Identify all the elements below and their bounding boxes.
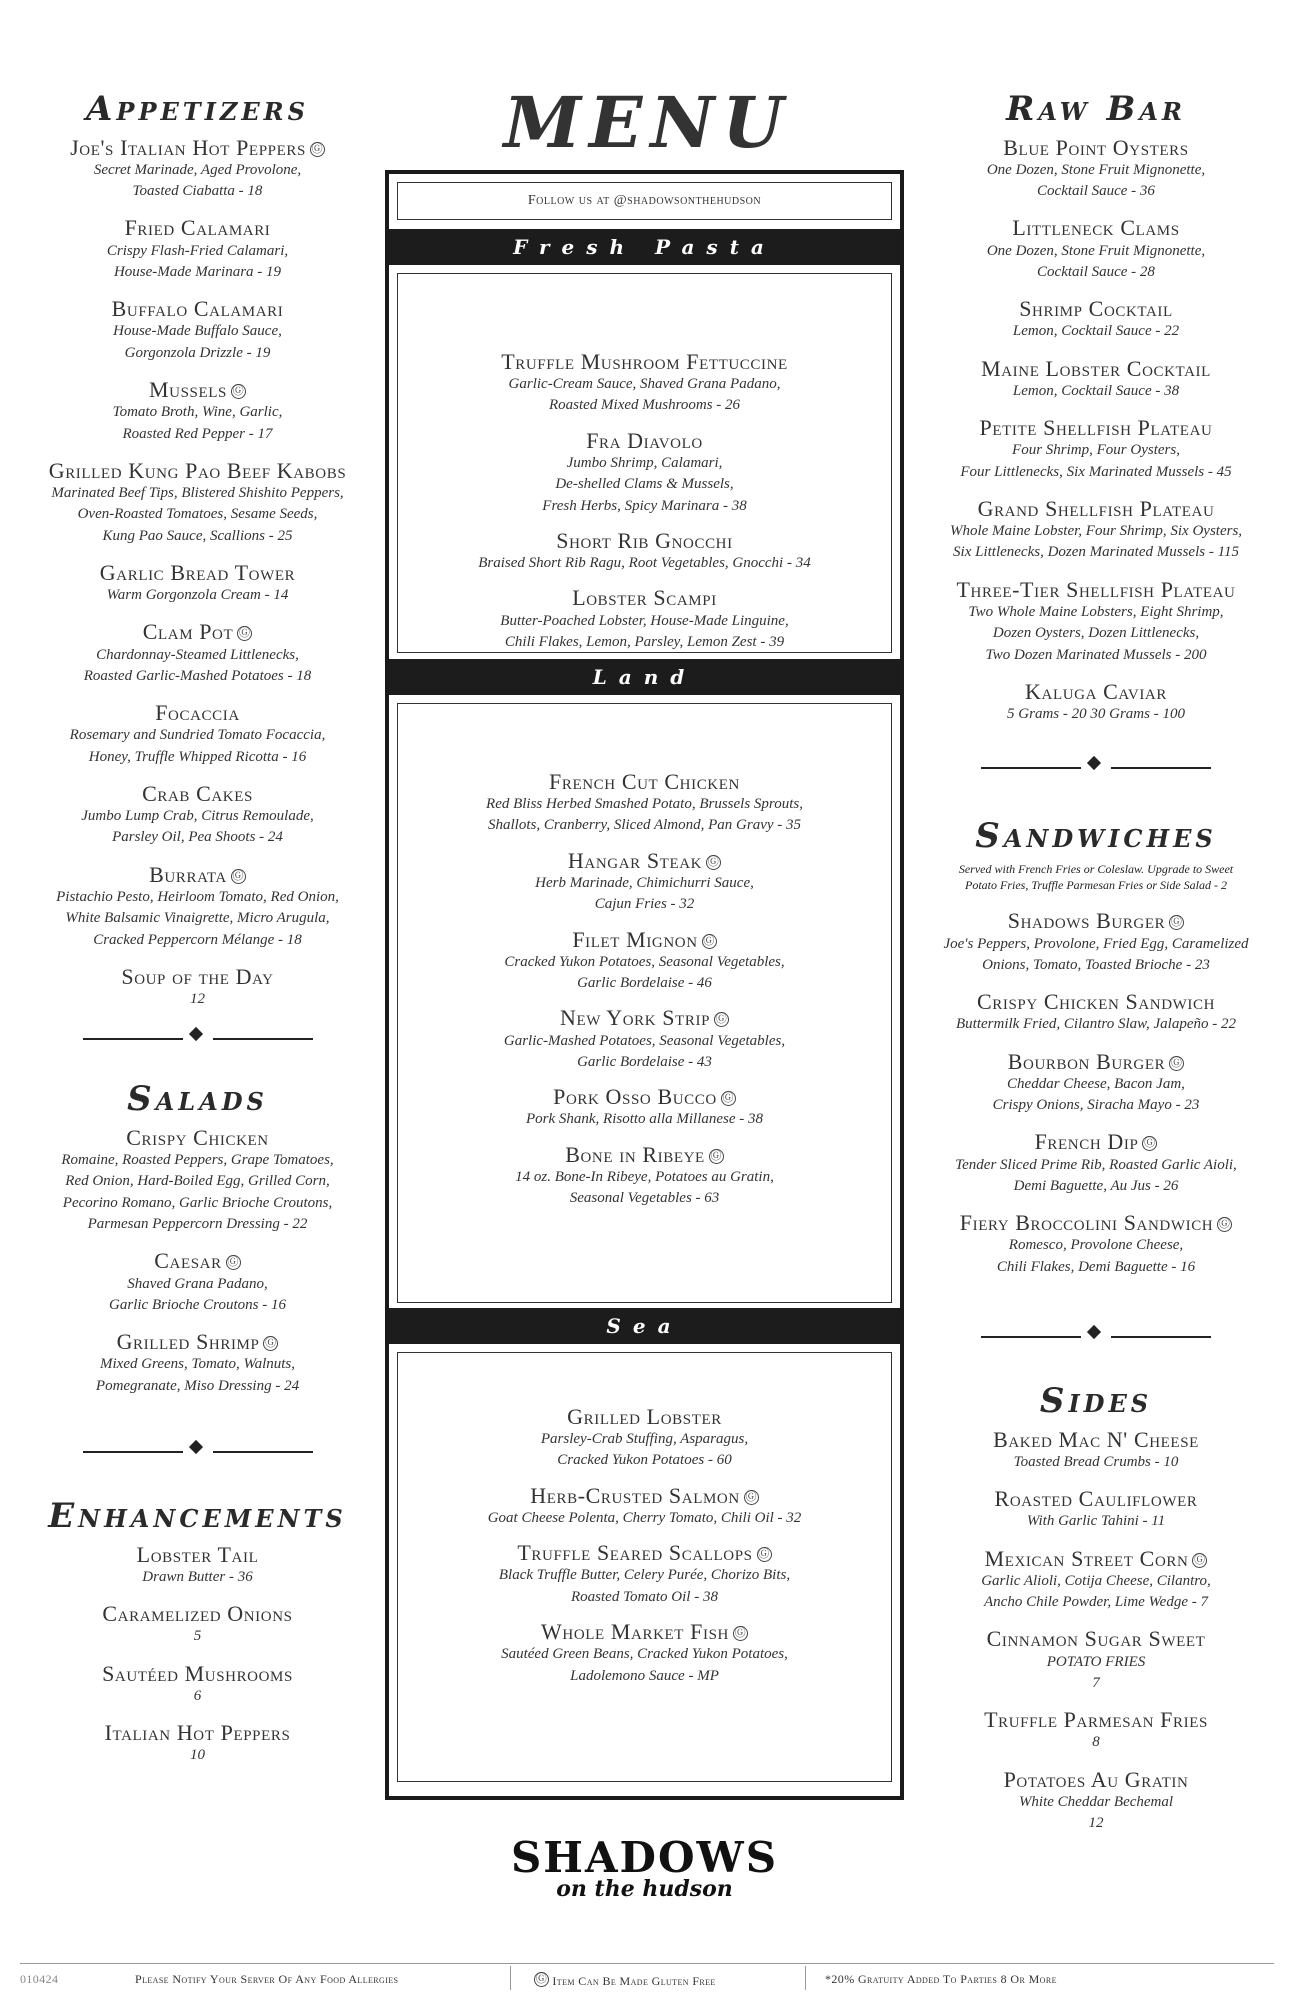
- menu-item-name: [20, 561, 375, 585]
- menu-item-name-text: Short Rib Gnocchi: [556, 527, 733, 553]
- menu-item-name-text: Shadows Burger: [1007, 908, 1166, 934]
- menu-item-description: Crispy Flash-Fried Calamari, House-Made Marinara - 19: [106, 242, 289, 280]
- menu-item-description: One Dozen, Stone Fruit Mignonette, Cocktail Sauce - 36: [986, 161, 1206, 200]
- menu-item-name: [918, 297, 1274, 321]
- menu-item-name: [398, 928, 891, 952]
- menu-item-description: Goat Cheese Polenta, Cherry Tomato, Chili Oil - 32: [487, 1509, 802, 1526]
- menu-item-name-text: Truffle Parmesan Fries: [984, 1707, 1208, 1733]
- menu-item-description: Mixed Greens, Tomato, Walnuts, Pomegranate, Miso Dressing - 24: [95, 1356, 300, 1394]
- menu-item-name: [20, 136, 375, 160]
- menu-item-name-text: Potatoes Au Gratin: [1003, 1766, 1189, 1792]
- menu-item-description: Rosemary and Sundried Tomato Focaccia, Honey, Truffle Whipped Ricotta - 16: [69, 727, 326, 765]
- menu-item: [398, 1484, 891, 1529]
- menu-item-name-text: Cinnamon Sugar Sweet: [986, 1626, 1206, 1652]
- menu-item-name: [20, 1249, 375, 1273]
- menu-item-name-text: Lobster Tail: [136, 1541, 259, 1567]
- menu-item-name: [398, 770, 891, 794]
- menu-item: [918, 1768, 1274, 1835]
- ornament-divider: [83, 1445, 313, 1459]
- menu-item-name: [20, 701, 375, 725]
- menu-item-description: Lemon, Cocktail Sauce - 38: [1012, 382, 1180, 399]
- ornament-divider: [981, 1330, 1211, 1344]
- menu-item-description: Cheddar Cheese, Bacon Jam, Crispy Onions, Siracha Mayo - 23: [992, 1075, 1200, 1114]
- menu-item-description: Butter-Poached Lobster, House-Made Linguine, Chili Flakes, Lemon, Parsley, Lemon Zest - 39: [500, 612, 789, 650]
- shadows-logo: [385, 1833, 904, 1902]
- sides-title: Sides: [1039, 1381, 1153, 1422]
- menu-item: [398, 429, 891, 517]
- menu-item-name: [918, 990, 1274, 1014]
- menu-item-name: [918, 1428, 1274, 1452]
- gluten-free-icon: Ⓖ: [1144, 1137, 1156, 1150]
- menu-item-name: [20, 863, 375, 887]
- gluten-free-icon: Ⓖ: [232, 869, 245, 882]
- menu-item-name-text: Truffle Mushroom Fettuccine: [501, 349, 788, 374]
- menu-item-description: Warm Gorgonzola Cream - 14: [106, 587, 289, 604]
- gluten-free-icon: Ⓖ: [745, 1490, 758, 1503]
- menu-item-name-text: Clam Pot: [142, 619, 234, 645]
- menu-item-name-text: Truffle Seared Scallops: [517, 1540, 753, 1566]
- menu-item-description: Garlic-Cream Sauce, Shaved Grana Padano, Roasted Mixed Mushrooms - 26: [508, 376, 781, 414]
- menu-item-name: [918, 497, 1274, 521]
- gluten-free-icon: Ⓖ: [734, 1627, 747, 1640]
- menu-item-name-text: Fiery Broccolini Sandwich: [959, 1210, 1214, 1236]
- menu-item-name: [918, 136, 1274, 160]
- gluten-free-icon: Ⓖ: [710, 1149, 723, 1162]
- menu-item: [918, 909, 1274, 976]
- menu-item: [918, 1627, 1274, 1694]
- menu-item: [918, 1428, 1274, 1473]
- menu-item-name-text: French Cut Chicken: [549, 769, 740, 794]
- menu-item-name: [918, 909, 1274, 933]
- menu-item-name: [20, 965, 375, 989]
- menu-item-description: Chardonnay-Steamed Littlenecks, Roasted Garlic-Mashed Potatoes - 18: [83, 646, 312, 684]
- menu-item: [918, 1547, 1274, 1614]
- menu-item: [20, 1602, 375, 1647]
- menu-item-name: [398, 529, 891, 553]
- left-column: [20, 89, 375, 1781]
- menu-item-name-text: Focaccia: [155, 700, 240, 726]
- menu-item: [398, 1085, 891, 1130]
- menu-item-name: [20, 1543, 375, 1567]
- menu-item-name-text: Herb-Crusted Salmon: [530, 1482, 740, 1508]
- section-band-land: Land: [389, 659, 900, 695]
- enhancements-list: [20, 1543, 375, 1767]
- menu-item-name: [398, 1484, 891, 1508]
- menu-item-description: Whole Maine Lobster, Four Shrimp, Six Oysters, Six Littlenecks, Dozen Marinated Mussels - 115: [949, 523, 1243, 561]
- menu-item-name-text: New York Strip: [559, 1005, 711, 1031]
- menu-item-description: Romaine, Roasted Peppers, Grape Tomatoes, Red Onion, Hard-Boiled Egg, Grilled Corn, Pecorino Romano, Garlic Brioche Croutons, Parmesan Peppercorn Dressing - 22: [61, 1152, 334, 1233]
- land-list: [398, 770, 891, 1209]
- menu-item-description: Romesco, Provolone Cheese, Chili Flakes, Demi Baguette - 16: [996, 1237, 1196, 1275]
- menu-item-description: Toasted Bread Crumbs - 10: [1013, 1453, 1179, 1470]
- sea-box: [397, 1352, 892, 1782]
- ornament-divider: [83, 1032, 313, 1046]
- menu-item-name-text: Pork Osso Bucco: [553, 1084, 717, 1110]
- menu-item-name: [20, 216, 375, 240]
- gluten-free-icon: Ⓖ: [238, 627, 251, 640]
- menu-item: [918, 1050, 1274, 1117]
- menu-item-description: Pistachio Pesto, Heirloom Tomato, Red Onion, White Balsamic Vinaigrette, Micro Arugula, Cracked Peppercorn Mélange - 18: [56, 888, 339, 948]
- menu-item-description: Two Whole Maine Lobsters, Eight Shrimp, Dozen Oysters, Dozen Littlenecks, Two Dozen Marinated Mussels - 200: [968, 603, 1224, 663]
- menu-item: [398, 529, 891, 574]
- menu-item-name: [918, 416, 1274, 440]
- menu-item-description: Sautéed Green Beans, Cracked Yukon Potatoes, Ladolemono Sauce - MP: [501, 1646, 788, 1684]
- menu-item-name: [918, 216, 1274, 240]
- menu-item: [20, 1249, 375, 1316]
- menu-item-name: [20, 782, 375, 806]
- menu-item-name: [398, 1541, 891, 1565]
- menu-item-description: POTATO FRIES 7: [1046, 1653, 1146, 1691]
- gluten-free-notice: [530, 1972, 716, 1989]
- menu-item: [20, 701, 375, 768]
- menu-item-description: Garlic Alioli, Cotija Cheese, Cilantro, Ancho Chile Powder, Lime Wedge - 7: [981, 1572, 1211, 1611]
- menu-item: [918, 416, 1274, 483]
- menu-item: [918, 357, 1274, 402]
- menu-frame: [385, 170, 904, 1800]
- menu-item-name-text: Mussels: [149, 377, 227, 403]
- menu-item-name: [398, 849, 891, 873]
- appetizers-list: [20, 136, 375, 1011]
- menu-item-name-text: Littleneck Clams: [1012, 215, 1180, 241]
- menu-item-name-text: Garlic Bread Tower: [99, 559, 296, 585]
- gluten-free-icon: Ⓖ: [311, 142, 324, 155]
- menu-item: [918, 497, 1274, 564]
- menu-item-name-text: Mexican Street Corn: [984, 1545, 1189, 1571]
- menu-item-name: [398, 586, 891, 610]
- menu-item: [20, 1330, 375, 1397]
- menu-item-name: [918, 1211, 1274, 1235]
- gratuity-notice: *20% Gratuity Added To Parties 8 Or More: [825, 1972, 1057, 1986]
- menu-item: [398, 1143, 891, 1210]
- gluten-free-icon: Ⓖ: [1170, 916, 1183, 929]
- menu-item-name: [398, 1006, 891, 1030]
- menu-item-description: Herb Marinade, Chimichurri Sauce, Cajun Fries - 32: [535, 874, 754, 913]
- menu-item-name-text: Petite Shellfish Plateau: [979, 415, 1213, 441]
- menu-item-name-text: Grilled Shrimp: [116, 1329, 260, 1355]
- menu-item-description: Tender Sliced Prime Rib, Roasted Garlic Aioli, Demi Baguette, Au Jus - 26: [955, 1156, 1237, 1194]
- menu-item: [20, 1543, 375, 1588]
- menu-item: [398, 1006, 891, 1073]
- menu-item-name-text: Hangar Steak: [567, 847, 703, 873]
- menu-item: [20, 1721, 375, 1766]
- menu-item-name: [918, 1130, 1274, 1154]
- menu-item-name-text: Grilled Kung Pao Beef Kabobs: [48, 457, 347, 483]
- menu-item-name: [20, 1330, 375, 1354]
- menu-item-description: 10: [190, 1747, 205, 1764]
- section-band-pasta: Fresh Pasta: [389, 229, 900, 265]
- menu-item: [398, 350, 891, 417]
- menu-item-name-text: Blue Point Oysters: [1003, 134, 1189, 160]
- menu-item-name-text: Roasted Cauliflower: [994, 1486, 1198, 1512]
- menu-item-description: 8: [1092, 1734, 1100, 1751]
- menu-item-description: Drawn Butter - 36: [142, 1568, 253, 1585]
- menu-item: [20, 620, 375, 687]
- menu-item-name: [918, 1487, 1274, 1511]
- menu-item-name: [398, 1143, 891, 1167]
- menu-item-name-text: Whole Market Fish: [541, 1619, 729, 1645]
- menu-item: [20, 459, 375, 547]
- menu-item-name-text: Soup of the Day: [121, 963, 274, 989]
- menu-item-description: Marinated Beef Tips, Blistered Shishito Peppers, Oven-Roasted Tomatoes, Sesame Seeds, Kung Pao Sauce, Scallions - 25: [51, 485, 344, 544]
- menu-item-name: [20, 1126, 375, 1150]
- menu-item: [918, 297, 1274, 342]
- gluten-free-icon: Ⓖ: [1170, 1056, 1183, 1069]
- menu-item-description: 5: [193, 1628, 202, 1645]
- right-column: [918, 89, 1274, 1849]
- menu-item: [20, 863, 375, 951]
- salads-list: [20, 1126, 375, 1397]
- menu-item: [918, 216, 1274, 283]
- menu-item-name: [398, 1405, 891, 1429]
- menu-item-name-text: Bone in Ribeye: [565, 1141, 705, 1167]
- sandwiches-title: Sandwiches: [975, 816, 1217, 857]
- gluten-free-icon: Ⓖ: [232, 385, 245, 398]
- menu-item: [918, 990, 1274, 1035]
- allergy-notice: Please Notify Your Server Of Any Food Allergies: [135, 1972, 399, 1986]
- section-band-sea: Sea: [389, 1308, 900, 1344]
- menu-item: [20, 136, 375, 203]
- menu-item-description: Black Truffle Butter, Celery Purée, Chorizo Bits, Roasted Tomato Oil - 38: [498, 1567, 791, 1605]
- menu-item-name: [918, 357, 1274, 381]
- menu-item: [398, 1620, 891, 1687]
- pasta-box: [397, 273, 892, 653]
- logo-main-text: SHADOWS: [510, 1833, 779, 1882]
- menu-item: [398, 849, 891, 916]
- gluten-free-icon: Ⓖ: [227, 1256, 240, 1269]
- menu-item-description: Four Shrimp, Four Oysters, Four Littlenecks, Six Marinated Mussels - 45: [960, 442, 1232, 480]
- menu-item-name-text: Crab Cakes: [142, 780, 253, 806]
- gluten-free-icon: Ⓖ: [1194, 1553, 1206, 1566]
- menu-item-description: Jumbo Shrimp, Calamari, De-shelled Clams & Mussels, Fresh Herbs, Spicy Marinara - 38: [542, 454, 747, 514]
- menu-item-name-text: Joe's Italian Hot Peppers: [70, 134, 306, 160]
- menu-item-name: [918, 1708, 1274, 1732]
- menu-item: [20, 782, 375, 849]
- footer-divider: [510, 1966, 511, 1990]
- menu-item: [20, 561, 375, 606]
- menu-title: MENU: [503, 81, 792, 164]
- menu-item-description: Tomato Broth, Wine, Garlic, Roasted Red Pepper - 17: [112, 404, 283, 442]
- menu-item: [20, 1662, 375, 1707]
- gluten-free-icon: Ⓖ: [707, 855, 720, 868]
- menu-item-description: Cracked Yukon Potatoes, Seasonal Vegetables, Garlic Bordelaise - 46: [504, 953, 785, 992]
- menu-item: [398, 1541, 891, 1608]
- menu-item-name: [20, 620, 375, 644]
- menu-item: [398, 1405, 891, 1472]
- menu-item-description: 12: [190, 990, 205, 1007]
- menu-item-name-text: French Dip: [1034, 1129, 1139, 1155]
- menu-item-name-text: Buffalo Calamari: [111, 296, 284, 322]
- gluten-free-icon: Ⓖ: [703, 934, 715, 947]
- menu-item-description: Braised Short Rib Ragu, Root Vegetables, Gnocchi - 34: [478, 555, 811, 572]
- menu-item: [918, 1487, 1274, 1532]
- menu-item-name: [20, 1602, 375, 1626]
- menu-item-description: Jumbo Lump Crab, Citrus Remoulade, Parsley Oil, Pea Shoots - 24: [81, 808, 314, 846]
- menu-item-name: [20, 1662, 375, 1686]
- menu-code: 010424: [20, 1972, 59, 1986]
- menu-item-name-text: Kaluga Caviar: [1025, 678, 1167, 704]
- sandwiches-list: [918, 909, 1274, 1278]
- footer-divider: [805, 1966, 806, 1990]
- gluten-free-icon: Ⓖ: [535, 1973, 548, 1985]
- menu-item-description: 6: [193, 1687, 202, 1704]
- menu-item-name-text: Grilled Lobster: [567, 1404, 722, 1429]
- land-box: [397, 703, 892, 1303]
- menu-item-name-text: Crispy Chicken Sandwich: [976, 989, 1216, 1015]
- menu-item-description: House-Made Buffalo Sauce, Gorgonzola Drizzle - 19: [113, 323, 282, 361]
- menu-item: [918, 1130, 1274, 1197]
- menu-item-name-text: Grand Shellfish Plateau: [977, 496, 1215, 521]
- gluten-free-text: Item Can Be Made Gluten Free: [552, 1974, 716, 1988]
- menu-item-name: [20, 459, 375, 483]
- sea-list: [398, 1405, 891, 1687]
- menu-item-name-text: Fried Calamari: [124, 215, 271, 241]
- ornament-divider: [981, 761, 1211, 775]
- menu-item: [398, 586, 891, 653]
- menu-item-name-text: Maine Lobster Cocktail: [981, 355, 1211, 381]
- menu-item-description: With Garlic Tahini - 11: [1026, 1513, 1166, 1530]
- menu-item-name: [398, 1620, 891, 1644]
- menu-item: [918, 680, 1274, 725]
- menu-item-name: [918, 1547, 1274, 1571]
- menu-item-name-text: Caramelized Onions: [102, 1601, 293, 1627]
- menu-item-name: [398, 350, 891, 374]
- rawbar-title: Raw Bar: [1006, 89, 1186, 129]
- menu-item-name-text: Crispy Chicken: [126, 1124, 269, 1150]
- menu-item-description: Red Bliss Herbed Smashed Potato, Brussels Sprouts, Shallots, Cranberry, Sliced Almond, Pan Gravy - 35: [486, 796, 803, 834]
- menu-item-description: Buttermilk Fried, Cilantro Slaw, Jalapeño - 22: [956, 1016, 1236, 1033]
- gluten-free-icon: Ⓖ: [715, 1013, 728, 1026]
- menu-item: [398, 928, 891, 995]
- menu-item: [398, 770, 891, 837]
- menu-item-name-text: Sautéed Mushrooms: [102, 1660, 293, 1686]
- menu-item: [20, 965, 375, 1010]
- enhancements-title: Enhancements: [48, 1495, 347, 1536]
- menu-item-name: [398, 1085, 891, 1109]
- menu-item-name: [918, 1627, 1274, 1651]
- menu-item-description: White Cheddar Bechemal 12: [1018, 1793, 1174, 1832]
- menu-item-name: [918, 680, 1274, 704]
- gluten-free-icon: Ⓖ: [265, 1337, 277, 1350]
- rawbar-list: [918, 136, 1274, 726]
- menu-item: [20, 297, 375, 364]
- menu-item: [20, 378, 375, 445]
- menu-item-name-text: Lobster Scampi: [572, 585, 717, 611]
- gluten-free-icon: Ⓖ: [758, 1548, 770, 1561]
- menu-item-name: [918, 1768, 1274, 1792]
- menu-item: [918, 136, 1274, 203]
- menu-item: [918, 578, 1274, 666]
- menu-item: [20, 1126, 375, 1235]
- pasta-list: [398, 350, 891, 653]
- menu-item-name-text: Bourbon Burger: [1007, 1048, 1166, 1074]
- menu-item-description: Joe's Peppers, Provolone, Fried Egg, Caramelized Onions, Tomato, Toasted Brioche - 23: [943, 935, 1249, 973]
- menu-item-description: Garlic-Mashed Potatoes, Seasonal Vegetables, Garlic Bordelaise - 43: [503, 1032, 786, 1070]
- menu-item-description: Lemon, Cocktail Sauce - 22: [1012, 323, 1180, 340]
- menu-item-name-text: Fra Diavolo: [586, 427, 703, 453]
- salads-title: Salads: [127, 1079, 268, 1120]
- menu-item-name-text: Baked Mac N' Cheese: [993, 1426, 1199, 1452]
- gluten-free-icon: Ⓖ: [1218, 1218, 1231, 1231]
- menu-item-name: [398, 429, 891, 453]
- menu-item-name-text: Italian Hot Peppers: [104, 1720, 291, 1746]
- menu-item-name: [20, 297, 375, 321]
- menu-item-name-text: Caesar: [154, 1248, 222, 1274]
- menu-item-description: Shaved Grana Padano, Garlic Brioche Croutons - 16: [109, 1275, 286, 1313]
- menu-item: [918, 1211, 1274, 1278]
- menu-item-description: 14 oz. Bone-In Ribeye, Potatoes au Gratin, Seasonal Vegetables - 63: [515, 1168, 774, 1207]
- menu-item-name: [918, 578, 1274, 602]
- menu-item: [20, 216, 375, 283]
- appetizers-title: Appetizers: [86, 89, 309, 129]
- menu-item-name-text: Shrimp Cocktail: [1019, 296, 1173, 322]
- footer: [20, 1963, 1274, 1990]
- menu-item-description: Parsley-Crab Stuffing, Asparagus, Cracked Yukon Potatoes - 60: [540, 1431, 749, 1469]
- menu-item-description: Pork Shank, Risotto alla Millanese - 38: [525, 1111, 764, 1128]
- menu-item: [918, 1708, 1274, 1753]
- menu-item-description: One Dozen, Stone Fruit Mignonette, Cocktail Sauce - 28: [986, 242, 1206, 280]
- menu-item-name: [918, 1050, 1274, 1074]
- menu-item-name-text: Filet Mignon: [572, 926, 698, 952]
- middle-column: [385, 81, 910, 1902]
- logo-sub-text: on the hudson: [556, 1876, 733, 1902]
- menu-item-description: 5 Grams - 20 30 Grams - 100: [1007, 706, 1185, 723]
- menu-item-name: [20, 1721, 375, 1745]
- menu-item-description: Secret Marinade, Aged Provolone, Toasted Ciabatta - 18: [93, 161, 302, 200]
- sides-list: [918, 1428, 1274, 1835]
- gluten-free-icon: Ⓖ: [722, 1092, 735, 1105]
- menu-item-name-text: Three-Tier Shellfish Plateau: [956, 576, 1236, 602]
- menu-item-name: [20, 378, 375, 402]
- social-handle: Follow us at @shadowsonthehudson: [397, 182, 892, 220]
- menu-item-name-text: Burrata: [149, 861, 227, 887]
- sandwiches-note: Served with French Fries or Coleslaw. Upgrade to Sweet Potato Fries, Truffle Parmesan Fries or Side Salad - 2: [958, 862, 1234, 893]
